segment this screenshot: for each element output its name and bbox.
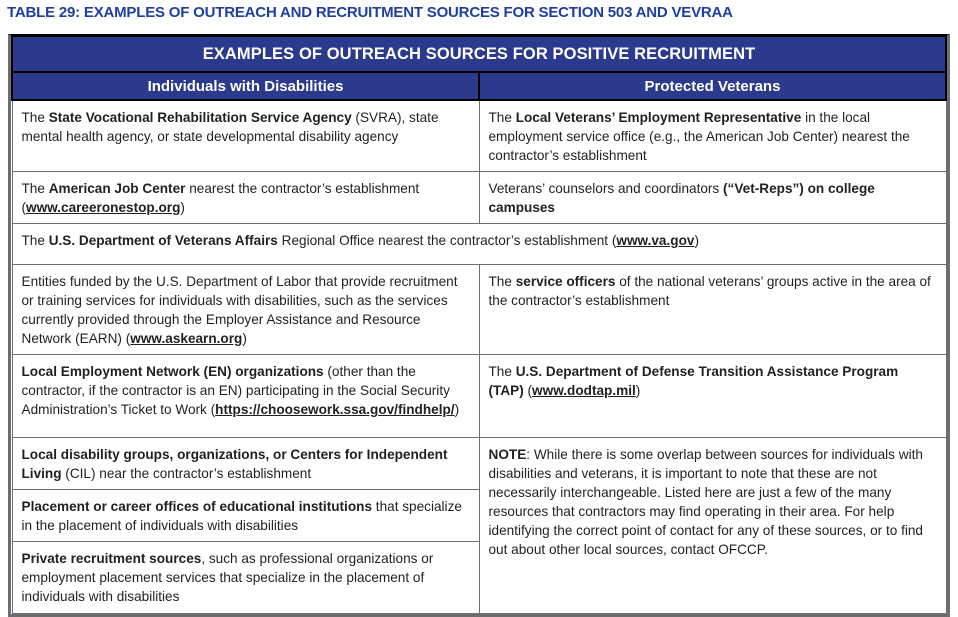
banner-row	[12, 36, 946, 72]
link[interactable]: www.dodtap.mil	[532, 383, 636, 399]
cell-placement-offices	[12, 490, 479, 542]
text-segment: Regional Office nearest the contractor’s establishment (	[277, 233, 617, 249]
outreach-table	[11, 35, 947, 614]
page-title: TABLE 29: EXAMPLES OF OUTREACH AND RECRUITMENT SOURCES FOR SECTION 503 AND VEVRAA	[7, 4, 733, 21]
cell-note	[479, 438, 946, 613]
text-segment: The	[488, 274, 516, 290]
outreach-table-container	[8, 34, 950, 617]
text-segment: NOTE	[488, 447, 527, 463]
text-segment: (SVRA), state mental health agency, or state developmental disability agency	[21, 110, 439, 145]
text-segment: American Job Center	[48, 181, 186, 197]
text-segment: service officers	[515, 274, 616, 290]
table-row	[12, 100, 946, 172]
text-segment: )	[242, 331, 247, 347]
cell-disability-groups	[12, 438, 479, 490]
text-segment: Local disability groups, organizations, or Centers for Independent Living	[21, 447, 448, 482]
cell-tap	[479, 355, 946, 438]
table-row	[12, 355, 946, 438]
link[interactable]: www.askearn.org	[130, 331, 243, 347]
cell-employment-network	[12, 355, 479, 438]
text-segment: Veterans’ counselors and coordinators	[488, 181, 724, 197]
text-segment: (other than the contractor, if the contractor is an EN) participating in the Social Security Administration’s Ticket to Work (	[21, 364, 450, 418]
text-segment: The	[21, 233, 49, 249]
text-segment: Local Veterans’ Employment Representative	[515, 110, 802, 125]
cell-service-officers	[479, 265, 946, 355]
text-segment: (“Vet-Reps”) on college campuses	[488, 181, 875, 216]
cell-vet-reps	[479, 172, 946, 224]
text-segment: Local Employment Network (EN) organizations	[21, 364, 324, 380]
column-header-row	[12, 72, 946, 100]
text-segment: State Vocational Rehabilitation Service Agency	[48, 110, 352, 125]
text-segment: )	[635, 383, 641, 399]
text-segment: : While there is some overlap between sources for individuals with disabilities and veterans, it is important to note that these are not necessarily interchangeable. Listed here are just a few of the many resources that contractors may find operating in their area. For help identifying the correct point of contact for any of these sources, or to find out about other local sources, contact OFCCP.	[488, 447, 923, 558]
text-segment: that specialize in the placement of individuals with disabilities	[21, 499, 462, 534]
text-segment: of the national veterans’ groups active in the area of the contractor’s establishment	[488, 274, 931, 309]
cell-american-job-center	[12, 172, 479, 224]
text-segment: Private recruitment sources	[21, 551, 202, 567]
table-banner: EXAMPLES OF OUTREACH SOURCES FOR POSITIVE RECRUITMENT	[12, 36, 946, 72]
link[interactable]: https://choosework.ssa.gov/findhelp/	[215, 402, 455, 418]
text-segment: U.S. Department of Defense Transition Assistance Program (TAP)	[488, 364, 899, 399]
cell-lver	[479, 100, 946, 172]
text-segment: U.S. Department of Veterans Affairs	[48, 233, 278, 249]
text-segment: )	[694, 233, 699, 249]
link[interactable]: www.va.gov	[616, 233, 695, 249]
text-segment: )	[454, 402, 460, 418]
cell-private-recruitment	[12, 542, 479, 613]
cell-earn	[12, 265, 479, 355]
cell-veterans-affairs	[12, 224, 946, 265]
text-segment: The	[21, 110, 49, 125]
text-segment: , such as professional organizations or employment placement services that specialize in the placement of individuals with disabilities	[21, 551, 434, 605]
text-segment: The	[21, 181, 49, 197]
text-segment: The	[488, 364, 516, 380]
column-header-veterans: Protected Veterans	[479, 72, 946, 100]
text-segment: nearest the contractor’s establishment (	[21, 181, 420, 216]
table-row	[12, 438, 946, 490]
table-row	[12, 265, 946, 355]
text-segment: Entities funded by the U.S. Department of Labor that provide recruitment or training services for individuals with disabilities, such as the services currently provided through the Employer Assistance and Resource Network (EARN) (	[21, 274, 458, 347]
column-header-disabilities: Individuals with Disabilities	[12, 72, 479, 100]
text-segment: (	[523, 383, 533, 399]
text-segment: (CIL) near the contractor’s establishment	[61, 466, 312, 482]
text-segment: in the local employment service office (e.g., the American Job Center) nearest the contractor’s establishment	[488, 110, 910, 164]
cell-svra	[12, 100, 479, 172]
link[interactable]: www.careeronestop.org	[26, 200, 181, 216]
text-segment: The	[488, 110, 516, 125]
text-segment: Placement or career offices of educational institutions	[21, 499, 373, 515]
text-segment: )	[180, 200, 185, 216]
table-row	[12, 224, 946, 265]
table-row	[12, 172, 946, 224]
